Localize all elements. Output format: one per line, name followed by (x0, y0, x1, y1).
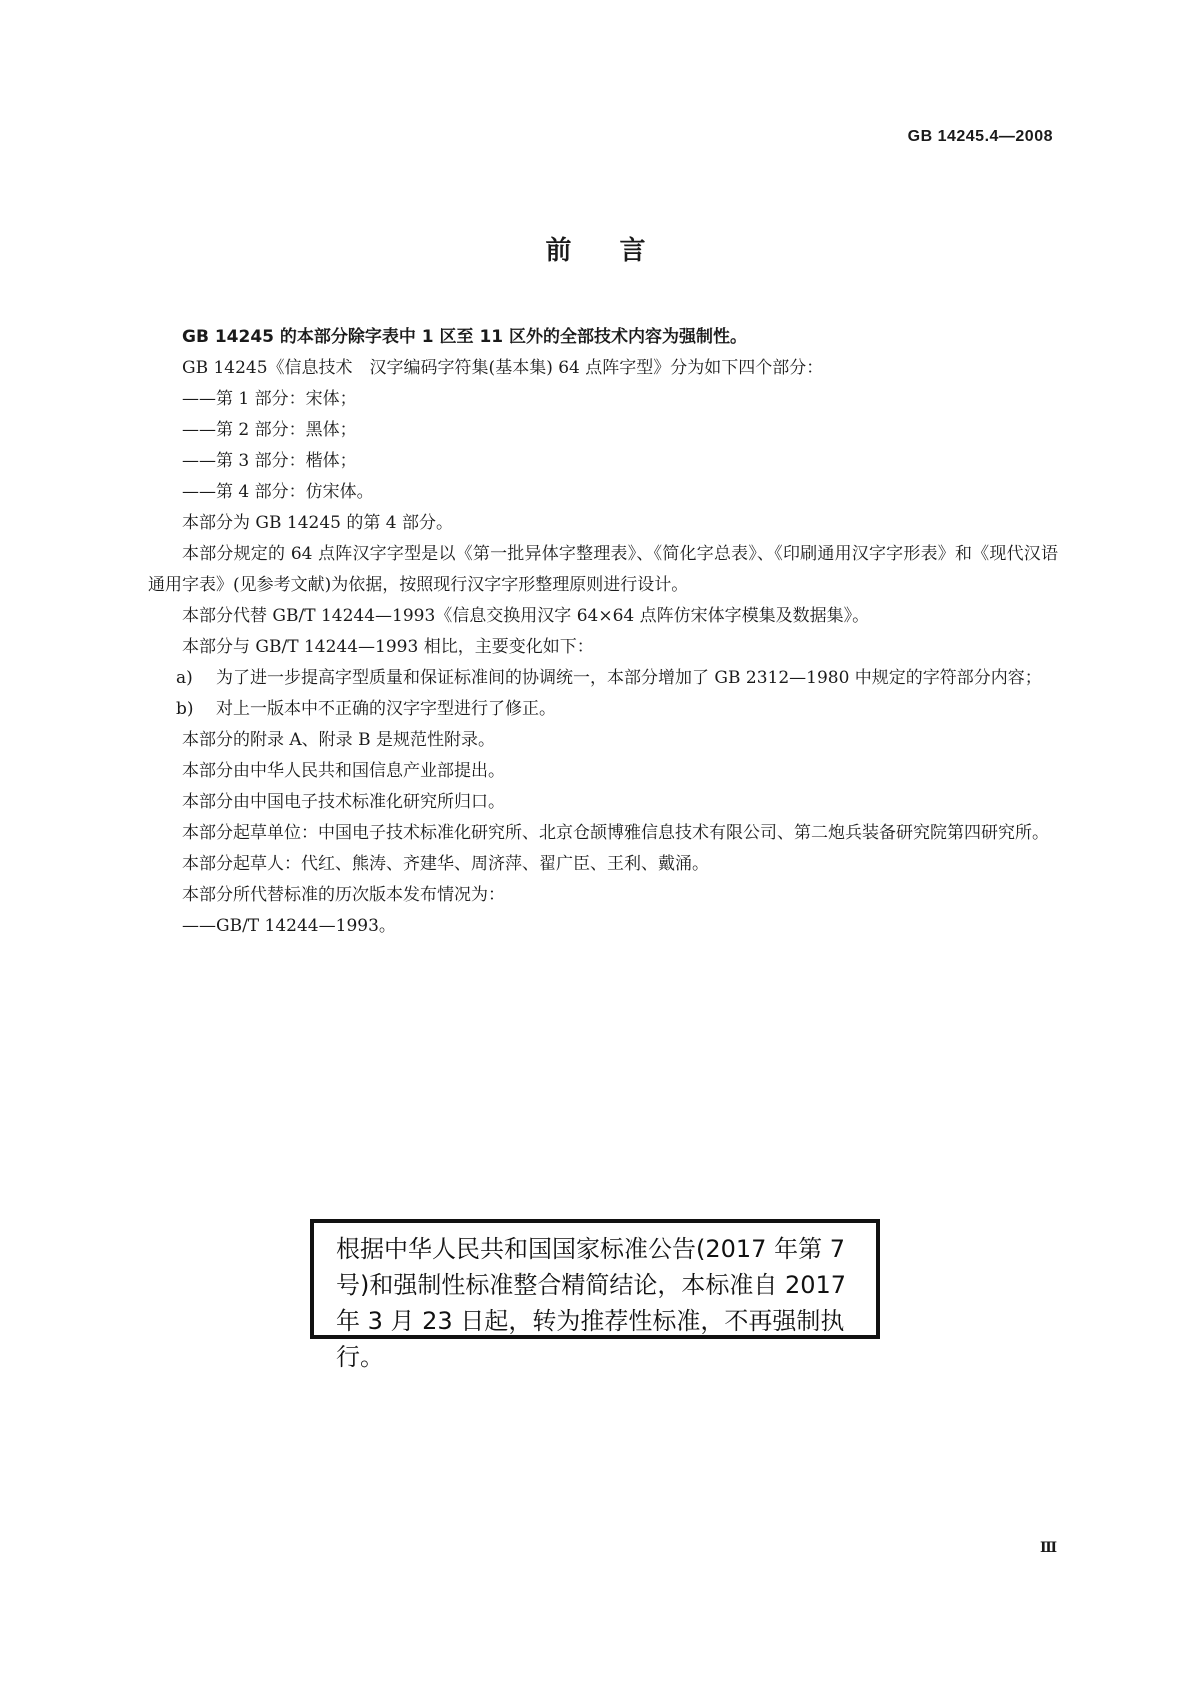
drafters-paragraph: 本部分起草人：代红、熊涛、齐建华、周济萍、翟广臣、王利、戴涌。 (182, 854, 709, 874)
notice-line: 年 3 月 23 日起，转为推荐性标准，不再强制执行。 (336, 1307, 845, 1371)
proposed-by-paragraph: 本部分由中华人民共和国信息产业部提出。 (182, 761, 505, 781)
page-title: 前言 (545, 236, 694, 266)
foreword-body (148, 322, 1058, 942)
part-list-item: ——第 2 部分：黑体； (182, 420, 357, 440)
drafting-units-paragraph: 本部分起草单位：中国电子技术标准化研究所、北京仓颉博雅信息技术有限公司、第二炮兵装备研究院第四研究所。 (182, 823, 1049, 843)
this-part-statement: 本部分为 GB 14245 的第 4 部分。 (182, 513, 453, 533)
notice-line: 根据中华人民共和国国家标准公告(2017 年第 7 (336, 1235, 845, 1263)
annex-paragraph: 本部分的附录 A、附录 B 是规范性附录。 (182, 730, 495, 750)
change-item (148, 694, 1058, 725)
parts-intro: GB 14245《信息技术 汉字编码字符集(基本集) 64 点阵字型》分为如下四个部分： (182, 358, 824, 378)
changes-intro: 本部分与 GB/T 14244—1993 相比，主要变化如下： (182, 637, 594, 657)
history-intro: 本部分所代替标准的历次版本发布情况为： (182, 885, 505, 905)
recommended-standard-notice (310, 1219, 880, 1371)
change-item-text: 为了进一步提高字型质量和保证标准间的协调统一，本部分增加了 GB 2312—1980 中规定的字符部分内容； (216, 668, 1042, 688)
mandatory-statement: GB 14245 的本部分除字表中 1 区至 11 区外的全部技术内容为强制性。 (182, 327, 748, 347)
basis-paragraph: 本部分规定的 64 点阵汉字字型是以《第一批异体字整理表》、《简化字总表》、《印刷通用汉字字形表》和《现代汉语通用字表》(见参考文献)为依据，按照现行汉字字形整理原则进行设计。 (148, 544, 1058, 595)
change-item-mark: b) (176, 699, 194, 719)
part-list-item: ——第 1 部分：宋体； (182, 389, 357, 409)
part-list-item: ——第 3 部分：楷体； (182, 451, 357, 471)
replaces-paragraph: 本部分代替 GB/T 14244—1993《信息交换用汉字 64×64 点阵仿宋体字模集及数据集》。 (182, 606, 870, 626)
change-item (148, 663, 1058, 694)
standard-number: GB 14245.4—2008 (907, 128, 1053, 145)
notice-line: 号)和强制性标准整合精简结论，本标准自 2017 (336, 1271, 847, 1299)
change-item-mark: a) (176, 668, 193, 688)
history-item: ——GB/T 14244—1993。 (182, 916, 396, 936)
change-item-text: 对上一版本中不正确的汉字字型进行了修正。 (216, 699, 556, 719)
centralized-by-paragraph: 本部分由中国电子技术标准化研究所归口。 (182, 792, 505, 812)
page-number: Ⅲ (1040, 1540, 1058, 1556)
part-list-item: ——第 4 部分：仿宋体。 (182, 482, 374, 502)
